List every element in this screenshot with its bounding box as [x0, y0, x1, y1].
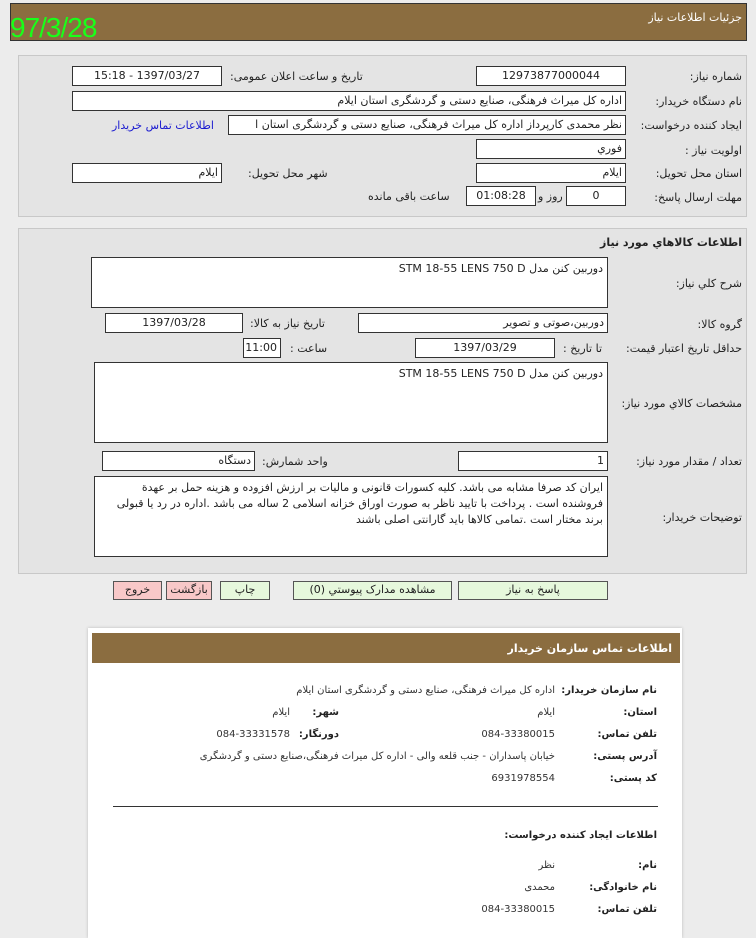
city-value: ایلام: [272, 707, 290, 718]
fax-label: دورنگار:: [298, 729, 339, 740]
spec-label: مشخصات کالاي مورد نياز:: [621, 397, 742, 410]
province-value: ایلام: [537, 707, 555, 718]
postal-label: کد پستی:: [609, 773, 657, 784]
family-value: محمدی: [524, 882, 555, 893]
name-label: نام:: [638, 860, 657, 871]
fax-value: 084-33331578: [216, 729, 290, 740]
org-value: اداره کل میراث فرهنگی، صنایع دستی و گردشگری استان ایلام: [296, 685, 555, 696]
attachments-button[interactable]: مشاهده مدارک پیوستي (0): [293, 581, 452, 600]
divider: [113, 806, 658, 807]
family-label: نام خانوادگی:: [589, 882, 657, 893]
desc-textarea[interactable]: دوربین کنن مدل STM 18-55 LENS 750 D: [91, 257, 608, 308]
creator-phone-value: 084-33380015: [481, 904, 555, 915]
city-label: شهر محل تحویل:: [248, 167, 328, 180]
days-label: روز و: [538, 190, 563, 203]
to-date-field[interactable]: 1397/03/29: [415, 338, 555, 358]
time-field[interactable]: 01:08:28: [466, 186, 536, 206]
spec-textarea[interactable]: دوربین کنن مدل STM 18-55 LENS 750 D: [94, 362, 608, 443]
need-date-field[interactable]: 1397/03/28: [105, 313, 243, 333]
hour-field[interactable]: 11:00: [243, 338, 281, 358]
contact-card-title: اطلاعات تماس سازمان خریدار: [507, 642, 672, 655]
creator-field[interactable]: نظر محمدی کارپرداز اداره کل میراث فرهنگی، صنایع دستی و گردشگری استان ا: [228, 115, 626, 135]
province-label: استان محل تحویل:: [655, 167, 742, 180]
desc-label: شرح کلي نياز:: [675, 277, 742, 290]
need-number-field[interactable]: 12973877000044: [476, 66, 626, 86]
group-field[interactable]: دوربین،صوتی و تصویر: [358, 313, 608, 333]
goods-title: اطلاعات کالاهاي مورد نياز: [600, 236, 742, 249]
notes-label: توضیحات خریدار:: [662, 511, 742, 524]
creator-phone-label: تلفن تماس:: [597, 904, 657, 915]
group-label: گروه کالا:: [697, 318, 742, 331]
page-title: جزئیات اطلاعات نیاز: [648, 11, 742, 24]
creator-info-title: اطلاعات ایجاد کننده درخواست:: [504, 830, 657, 841]
unit-field[interactable]: دستگاه: [102, 451, 255, 471]
announce-label: تاریخ و ساعت اعلان عمومی:: [230, 70, 363, 83]
qty-field[interactable]: 1: [458, 451, 608, 471]
qty-label: تعداد / مقدار مورد نیاز:: [636, 455, 742, 468]
city-label: شهر:: [312, 707, 339, 718]
date-stamp: 97/3/28: [10, 12, 97, 43]
creator-label: ایجاد کننده درخواست:: [640, 119, 742, 132]
need-date-label: تاریخ نیاز به کالا:: [250, 317, 325, 330]
province-label: استان:: [623, 707, 657, 718]
org-label: نام سازمان خریدار:: [561, 685, 657, 696]
remaining-label: ساعت باقی مانده: [368, 190, 450, 203]
back-button[interactable]: بازگشت: [166, 581, 212, 600]
to-date-label: تا تاریخ :: [563, 342, 602, 355]
phone-value: 084-33380015: [481, 729, 555, 740]
hour-label: ساعت :: [290, 342, 328, 355]
phone-label: تلفن تماس:: [597, 729, 657, 740]
unit-label: واحد شمارش:: [262, 455, 328, 468]
address-value: خیابان پاسداران - جنب قلعه والی - اداره کل میراث فرهنگی،صنایع دستی و گردشگری: [199, 751, 555, 762]
buyer-field[interactable]: اداره کل میراث فرهنگی، صنایع دستی و گردشگری استان ایلام: [72, 91, 626, 111]
page-header: [10, 3, 747, 41]
need-number-label: شماره نیاز:: [689, 70, 742, 83]
exit-button[interactable]: خروج: [113, 581, 162, 600]
reply-button[interactable]: پاسخ به نیاز: [458, 581, 608, 600]
validity-label: حداقل تاریخ اعتبار قیمت:: [626, 342, 742, 355]
notes-textarea[interactable]: ایران کد صرفا مشابه می باشد. کلیه کسورات قانونی و مالیات بر ارزش افزوده و هزینه حمل بر عهدة فروشنده است . پرداخت با تایید ناظر به صورت اوراق خزانه اسلامی 2 ساله می باشد .اداره در رد یا قبولی برند مختار است .تمامی کالاها باید گارانتی اصلی باشند: [94, 476, 608, 557]
city-field[interactable]: ایلام: [72, 163, 222, 183]
province-field[interactable]: ایلام: [476, 163, 626, 183]
priority-field[interactable]: فوري: [476, 139, 626, 159]
buyer-label: نام دستگاه خریدار:: [655, 95, 742, 108]
announce-field[interactable]: 1397/03/27 - 15:18: [72, 66, 222, 86]
postal-value: 6931978554: [491, 773, 555, 784]
name-value: نظر: [538, 860, 555, 871]
address-label: آدرس پستی:: [593, 751, 657, 762]
deadline-label: مهلت ارسال پاسخ:: [654, 191, 742, 204]
days-field[interactable]: 0: [566, 186, 626, 206]
buyer-contact-link[interactable]: اطلاعات تماس خریدار: [112, 119, 214, 132]
print-button[interactable]: چاپ: [220, 581, 270, 600]
priority-label: اولویت نیاز :: [684, 144, 742, 157]
